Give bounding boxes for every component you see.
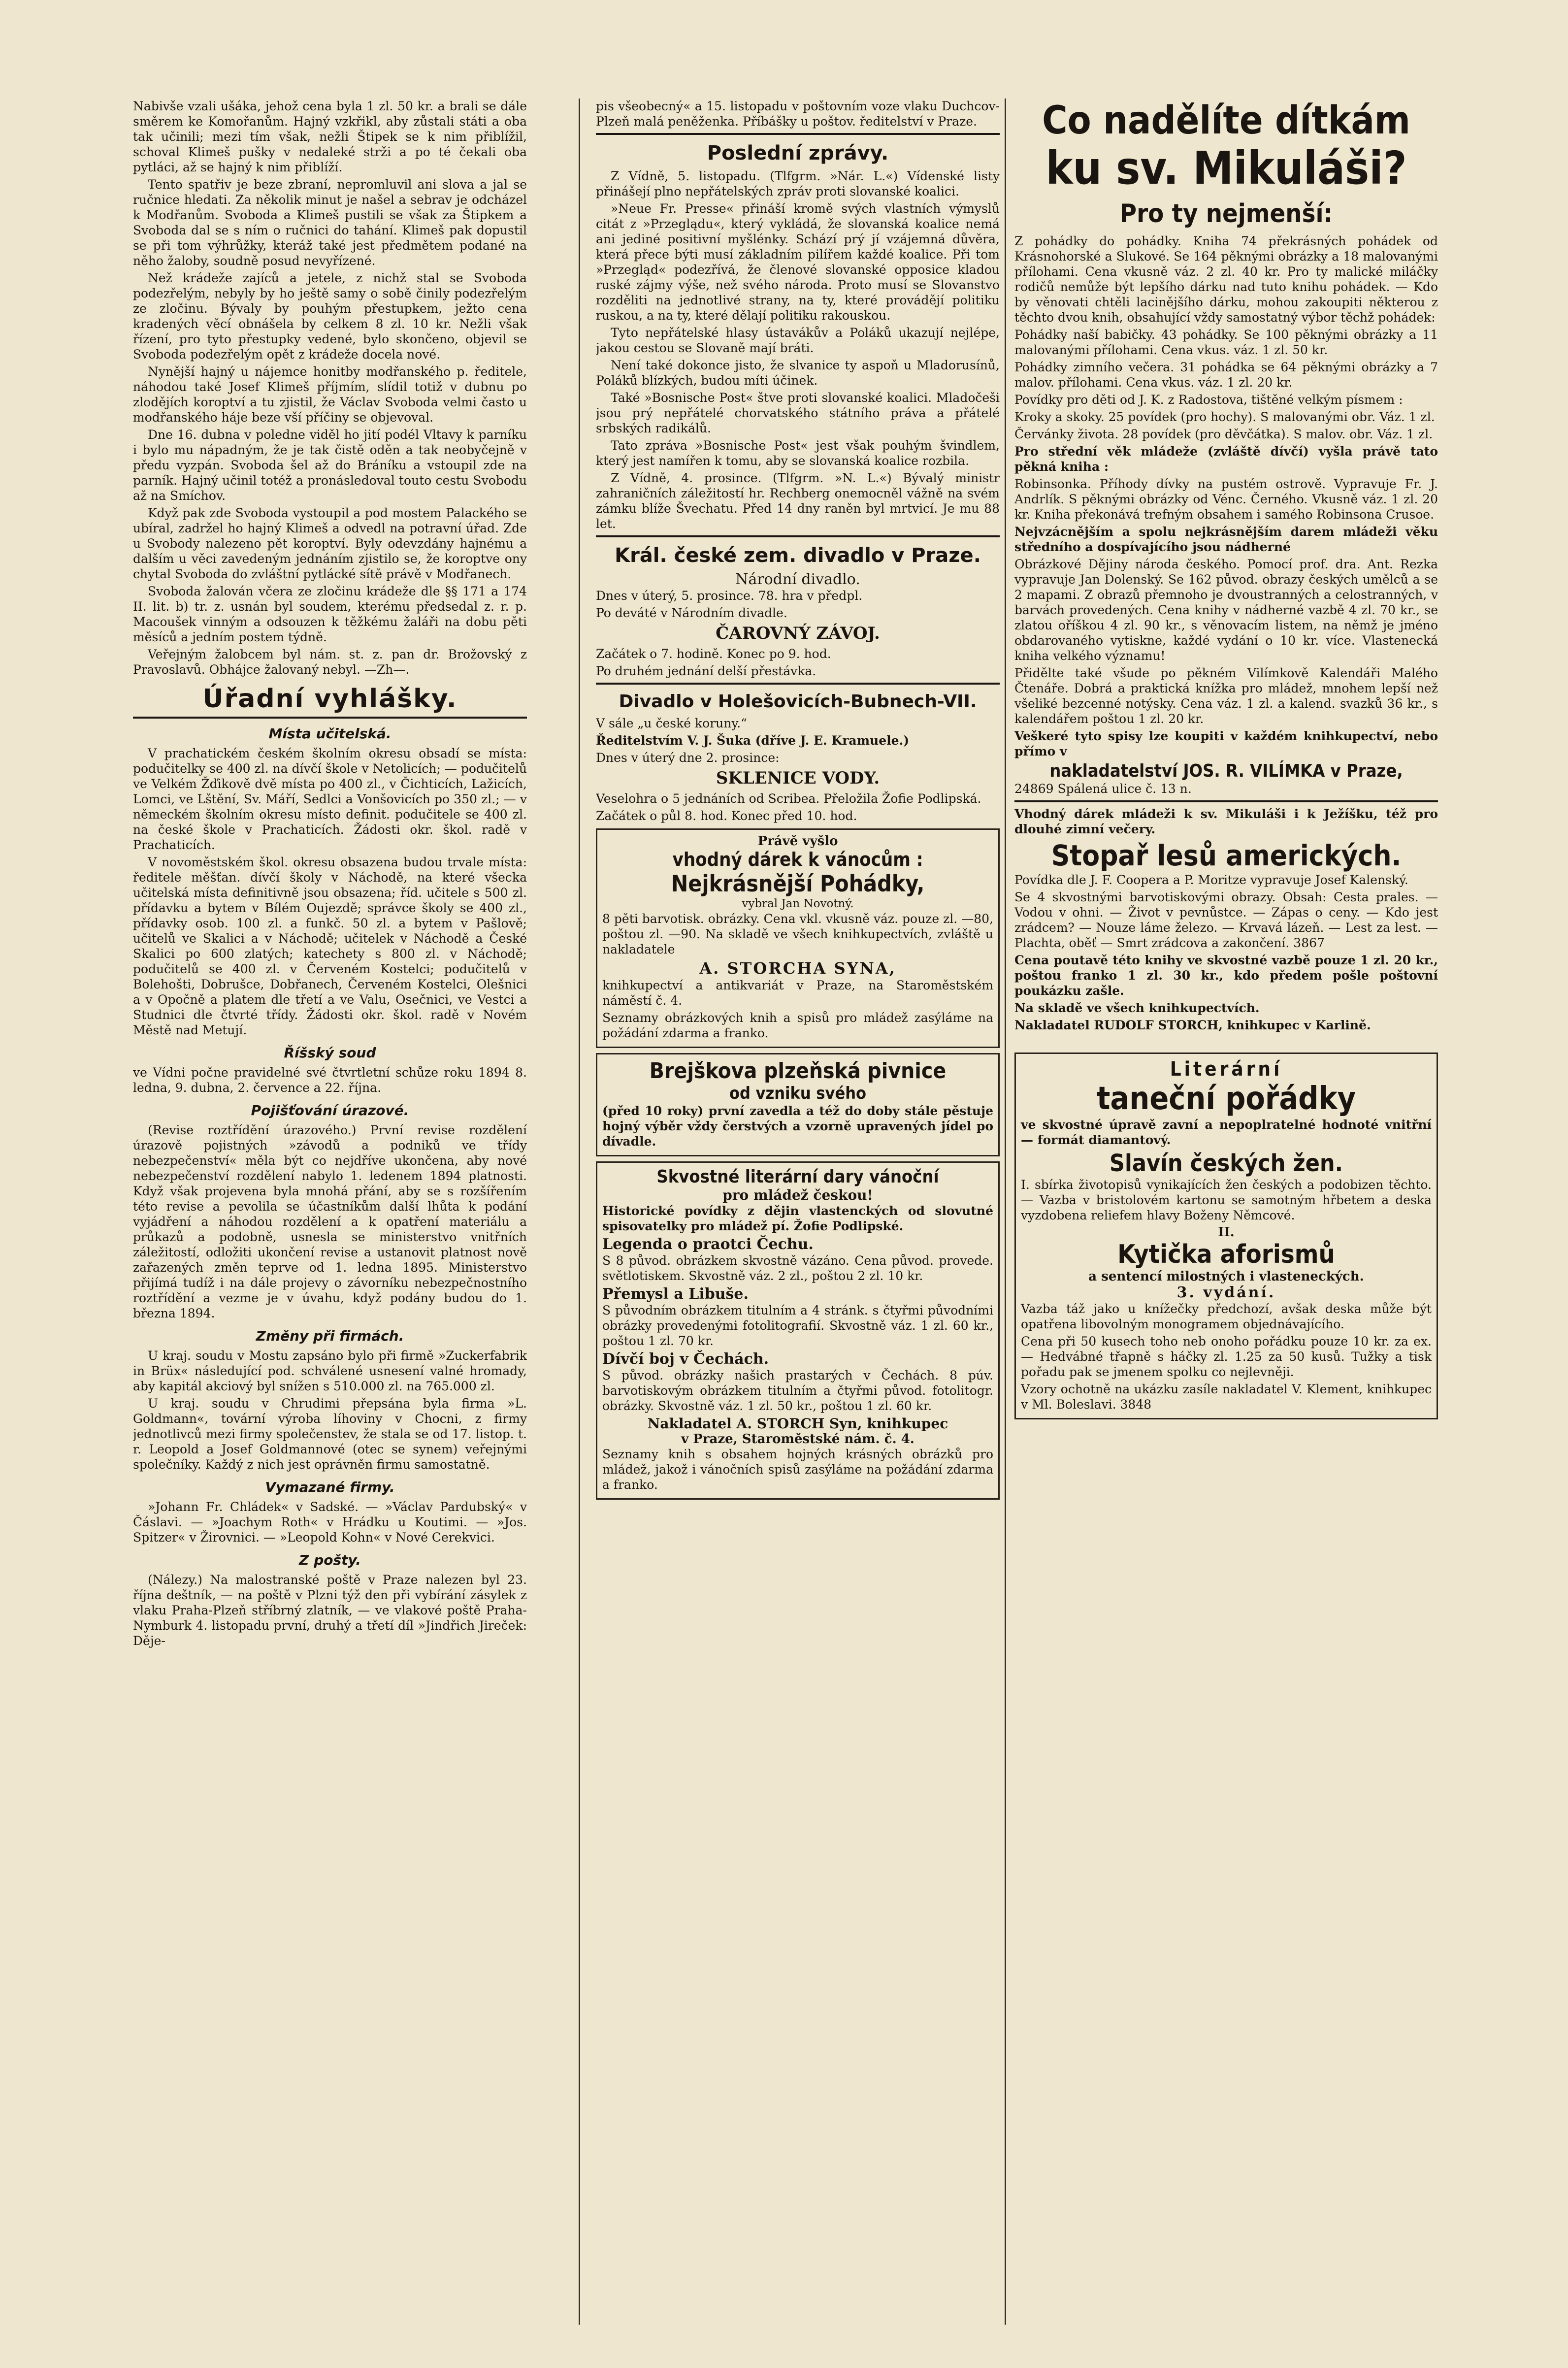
article-paragraph: V novoměstském škol. okresu obsazena budou trvale místa: ředitele měšťan. dívčí školy v Náchodě, na které všecka učitelská místa definitivně jsou obsazena; říd. učitele s 500 zl. přídavku a bytem v Bílém Oujezdě; správce školy se 400 zl., přídavky osob. 100 zl. a funkč. 50 zl. a bytem v Pašlově; učitelů ve Skalici a v Náchodě; učitelek v Náchodě a České Skalici po 600 zlatých; katechety s 800 zl. v Náchodě; podučitelů se 400 zl. v Červeném Kostelci; podučitelů v Bolehošti, Dobrušce, Dobřanech, Červeném Kostelci, Olešnici a v Opočně a platem dle třetí a ve Valu, Osečnici, ve Vestci a Studnici dle čtvrté třídy. Žádosti okr. škol. radě v Novém Městě nad Metují.: [133, 855, 527, 1037]
subsection-title: Vymazané firmy.: [265, 1479, 395, 1495]
article-paragraph: (Revise roztřídění úrazového.) První revise rozdělení úrazově pojistných »závodů a podniků ve třídy nebezpečenství« měla být co nejdříve ukončena, aby nové nebezpečenství rozdělení nabylo 1. ledenem 1894 platnosti. Když však projevena byla mnohá přání, aby se s rozšířením této revise a pevolila se účastníkům další lhůta k podání vyjádření a náhodou rozdělení a k opatření materiálu a průkazů a podobně, usnesla se ministerstvo vnitřních záležitostí, odložiti ukončení revise a ustanovit platnost nově zařazených změn teprve od 1. ledna 1895. Ministerstvo přijímá tudíž i na dále projevy o závorníku nebezpečnostního roztřídění a vezme je v úvahu, když podány budou do 1. března 1894.: [133, 1123, 527, 1320]
column-rule-2: [1005, 99, 1006, 2325]
ad-title: vhodný dárek k vánocům :: [672, 849, 923, 870]
theatre-heading: Divadlo v Holešovicích-Bubnech-VII.: [619, 691, 977, 712]
theatre-line: Ředitelstvím V. J. Šuka (dříve J. E. Kramuele.): [596, 733, 910, 748]
ad-edition: 3. vydání.: [1176, 1284, 1276, 1301]
article-paragraph: Dne 16. dubna v poledne viděl ho jití podél Vltavy k parníku i bylo mu nápadným, že je tak čistě oděn a tak neobyčejně v předu vyzpán. Svoboda šel až do Bráníku a vstoupil zde na parník. Hajný učinil totéž a pronásledoval touto cestu Svobodu až na Smíchov.: [133, 428, 527, 503]
ad-headline: taneční pořádky: [1096, 1081, 1356, 1117]
column-rule-1: [579, 99, 580, 2325]
ad-publisher: Nakladatel A. STORCH Syn, knihkupec: [647, 1415, 948, 1432]
divider: [596, 683, 1000, 685]
article-paragraph: Než krádeže zajíců a jetele, z nichž stal se Svoboda podezřelým, nebyly by ho ještě samy o sobě činily podezřelým ze zločinu. Bývaly by pouhým přestupkem, ježto cena kradených věcí obnášela by celkem 8 zl. 10 kr. Nežli však řízení, pro tyto přestupky vedené, bylo skončeno, objevil se Svoboda podezřelým opět z krádeže docela nové.: [133, 271, 527, 362]
article-paragraph: »Johann Fr. Chládek« v Sadské. — »Václav Pardubský« v Čáslavi. — »Joachym Roth« v Hrádku u Koutimi. — »Jos. Spitzer« v Žirovnici. — »Leopold Kohn« v Nové Cerekvici.: [133, 1500, 527, 1545]
ad-book-title: Přemysl a Libuše.: [602, 1285, 749, 1303]
divider: [596, 535, 1000, 537]
ad-text: (před 10 roky) první zavedla a též do doby stále pěstuje hojný výběr vždy čerstvých a vzorně upravených jídel po dívadle.: [602, 1104, 993, 1149]
ad-headline: Co nadělíte dítkám: [1042, 99, 1410, 143]
ad-text: Červánky života. 28 povídek (pro děvčátka). S malov. obr. Váz. 1 zl.: [1014, 427, 1433, 441]
ad-headline: Slavín českých žen.: [1109, 1150, 1343, 1177]
subsection-title: Říšský soud: [284, 1045, 376, 1061]
article-paragraph: Nynější hajný u nájemce honitby modřanského p. ředitele, náhodou také Josef Klimeš příjmím, slídil totiž v dubnu po zlodějích koroptví a tu zjistil, že Václav Svoboda velmi často u modřanského háje beze vší příčiny se objevoval.: [133, 364, 527, 425]
ad-text: Cena poutavě této knihy ve skvostné vazbě pouze 1 zl. 20 kr., poštou franko 1 zl. 30 kr., kdo předem pošle poštovní poukázku zašle.: [1014, 953, 1438, 998]
ad-text: Přidělte také všude po pěkném Vilímkově Kalendáři Malého Čtenáře. Dobrá a praktická knížka pro mládež, mnohem lepší než všeliké bezcenné notýsky. Cena váz. 1 zl. a kalend. svazků 36 kr., s kalendářem poštou 1 zl. 20 kr.: [1014, 666, 1438, 726]
ad-text: Pohádky zimního večera. 31 pohádka se 64 pěknými obrázky a 7 malov. přílohami. Cena vkus. váz. 1 zl. 20 kr.: [1014, 360, 1438, 390]
theatre-line: V sále „u české koruny.“: [596, 716, 747, 730]
ad-text: Nejvzácnějším a spolu nejkrásnějším darem mládeži věku středního a dospívajícího jsou nádherné: [1014, 525, 1438, 554]
ad-kicker: Právě vyšlo: [757, 834, 838, 849]
news-paragraph: Tato zpráva »Bosnische Post« jest však pouhým švindlem, který jest namířen k tomu, aby se slovanská koalice rozbila.: [596, 438, 1000, 468]
ad-text: ve skvostné úpravě zavní a nepoplratelné hodnoté vnitřní — formát diamantový.: [1021, 1118, 1432, 1147]
ad-text: Robinsonka. Příhody dívky na pustém ostrově. Vypravuje Fr. J. Andrlík. S pěknými obrázky od Vénc. Černého. Vkusně váz. 1 zl. 20 kr. Kniha překonává trefným obsahem i samého Robinsona Crusoe.: [1014, 477, 1438, 522]
article-paragraph: Veřejným žalobcem byl nám. st. z. pan dr. Brožovský z Pravoslavů. Obhájce žalovaný nebyl. —Zh—.: [133, 647, 527, 677]
article-paragraph: pis všeobecný« a 15. listopadu v poštovním voze vlaku Duchcov-Plzeň malá peněženka. Příbášky u poštov. ředitelství v Praze.: [596, 99, 1000, 129]
ad-text: S 8 původ. obrázkem skvostně vázáno. Cena původ. provede. světlotiskem. Skvostně váz. 2 zl., poštou 2 zl. 10 kr.: [602, 1253, 993, 1283]
ad-publisher: v Praze, Staroměstské nám. č. 4.: [681, 1432, 915, 1447]
ad-subtitle: pro mládež českou!: [722, 1187, 873, 1203]
news-paragraph: Tyto nepřátelské hlasy ústavákův a Poláků ukazují nejlépe, jakou cestou se Slovaně mají bráti.: [596, 326, 1000, 355]
column-right: [1014, 99, 1438, 2325]
news-paragraph: Z Vídně, 4. prosince. (Tlfgrm. »N. L.«) Bývalý ministr zahraničních záležitostí hr. Rechberg onemocněl vážně na svém zámku blíže Švechatu. Před 14 dny raněn byl mrtvicí. Je mu 88 let.: [596, 471, 1000, 531]
ad-text: 24869 Spálená ulice č. 13 n.: [1014, 782, 1192, 796]
ad-text: Seznamy knih s obsahem hojných krásných obrázků pro mládež, jakož i vánočních spisů zasýláme na požádání zdarma a franko.: [602, 1447, 993, 1492]
ad-subtitle: a sentencí milostných i vlasteneckých.: [1088, 1269, 1364, 1284]
ad-publisher: Nakladatel RUDOLF STORCH, knihkupec v Karlině.: [1014, 1018, 1371, 1032]
news-paragraph: »Neue Fr. Presse« přináší kromě svých vlastních výmyslů citát z »Przeglądu«, který vykládá, že slovanská koalice nemá ani jediné positivní myšlénky. Schází prý jí vzájemná důvěra, která přece býti musí základním pilířem každé koalice. Při tom »Przegląd« podezřívá, že členové slovanské opposice kladou ruské zájmy výše, než svého národa. Proto musí se Slovanstvo rozděliti na jednotlivé strany, na ty, které provádějí politiku ruskou, a na ty, které dělají politiku rakouskou.: [596, 201, 1000, 323]
article-paragraph: Když pak zde Svoboda vystoupil a pod mostem Palackého se ubíral, zadržel ho hajný Klimeš a odvedl na potravní úřad. Zde u Svobody nalezeno pět koroptví. Byly odevzdány hajnému a dalším u věci zavedeným jednáním zjistilo se, že koroptve ony chytal Svoboda do zvláštní pytlácké sítě právě v Modřanech.: [133, 506, 527, 581]
section-title-official: Úřadní vyhlášky.: [133, 684, 527, 719]
article-paragraph: Svoboda žalován včera ze zločinu krádeže dle §§ 171 a 174 II. lit. b) tr. z. usnán byl soudem, kterému předsedal z. r. p. Macoušek vinným a odsouzen k těžkému žaláři na dobu pěti měsíců a jedním postem týdně.: [133, 584, 527, 644]
article-paragraph: U kraj. soudu v Chrudimi přepsána byla firma »L. Goldmann«, tovární výroba líhoviny v Chocni, z firmy jednotlivců mezi firmy společenstev, že stala se od 17. listop. t. r. Leopold a Josef Goldmannové (otec se synem) veřejnými společníky. Každý z nich jest oprávněn firmu samostatně.: [133, 1396, 527, 1472]
divider: [596, 133, 1000, 135]
ad-subheadline: Pro ty nejmenší:: [1119, 199, 1333, 229]
theatre-line: Veselohra o 5 jednáních od Scribea. Přeložila Žofie Podlipská.: [596, 791, 981, 806]
theatre-heading: Král. české zem. divadlo v Praze.: [615, 544, 981, 567]
ad-text: Na skladě ve všech knihkupectvích.: [1014, 1001, 1260, 1015]
ad-dance-cards: [1014, 1052, 1438, 1419]
ad-title: Brejškova plzeňská pivnice: [649, 1058, 947, 1084]
play-title: SKLENICE VODY.: [716, 768, 880, 788]
ad-title: Skvostné literární dary vánoční: [656, 1167, 939, 1187]
ad-book-title: Legenda o praotci Čechu.: [602, 1236, 814, 1253]
theatre-line: Dnes v úterý dne 2. prosince:: [596, 751, 780, 765]
subsection-title: Pojišťování úrazové.: [251, 1102, 409, 1118]
article-paragraph: (Nálezy.) Na malostranské poště v Praze nalezen byl 23. října deštník, — na poště v Plzni týž den při vybírání zásylek z vlaku Praha-Plzeň stříbrný zlatník, — ve vlakové poště Praha-Nymburk 4. listopadu první, druhý a třetí díl »Jindřich Jireček: Děje-: [133, 1573, 527, 1648]
ad-text: Seznamy obrázkových knih a spisů pro mládež zasýláme na požádání zdarma a franko.: [602, 1011, 993, 1040]
ad-text: Kroky a skoky. 25 povídek (pro hochy). S malovanými obr. Váz. 1 zl.: [1014, 410, 1435, 424]
theatre-line: Začátek o půl 8. hod. Konec před 10. hod.: [596, 809, 857, 823]
ad-storch-fairytales: [596, 828, 1000, 1048]
ad-text: Vzory ochotně na ukázku zasíle nakladatel V. Klement, knihkupec v Ml. Boleslavi. 3848: [1021, 1382, 1432, 1412]
ad-text: Historické povídky z dějin vlastenckých od slovutné spisovatelky pro mládež pí. Žofie Podlipské.: [602, 1204, 993, 1233]
ad-text: Veškeré tyto spisy lze koupiti v každém knihkupectví, nebo přímo v: [1014, 729, 1438, 758]
theatre-line: Po druhém jednání delší přestávka.: [596, 664, 817, 678]
ad-text: Z pohádky do pohádky. Kniha 74 překrásných pohádek od Krásnohorské a Slukové. Se 164 pěknými obrázky a 18 malovanými přílohami. Cena vkusně váz. 2 zl. 40 kr. Pro ty malické miláčky rodičů nemůže být lepšího dárku nad tuto knihu pohádek. — Kdo by věnovati chtěli lacinějšího dárku, mohou zakoupiti některou z těchto dvou knih, obsahující vždy samostatný výbor těchž pohádek:: [1014, 234, 1438, 325]
ad-text: Vhodný dárek mládeži k sv. Mikuláši i k Ježíšku, též pro dlouhé zimní večery.: [1014, 807, 1438, 836]
ad-storch-stories: [596, 1161, 1000, 1500]
ad-text: 8 pěti barvotisk. obrázky. Cena vkl. vkusně váz. pouze zl. —80, poštou zl. —90. Na skladě ve všech knihkupectvích, zvláště u nakladatele: [602, 912, 993, 956]
play-title: ČAROVNÝ ZÁVOJ.: [716, 624, 880, 643]
ad-book-title: Dívčí boj v Čechách.: [602, 1350, 769, 1368]
article-paragraph: Tento spatřiv je beze zbraní, nepromluvil ani slova a jal se ručnice hledati. Za několik minut je našel a sebrav je odcházel k Modřanům. Svoboda a Klimeš pustili se však za Štipkem a Svoboda dal se s ním o ručnici do tahání. Klimeš pak dopustil se při tom výhrůžky, kteráž také jest předmětem podané na něho žaloby, soudně posud nevyřízené.: [133, 177, 527, 268]
subsection-title: Místa učitelská.: [268, 725, 392, 742]
ad-text: S původ. obrázky našich prastarých v Čechách. 8 púv. barvotiskovým obrázkem titulním a čtyřmi původ. fotolitogr. obrázky. Skvostně váz. 1 zl. 50 kr., poštou 1 zl. 60 kr.: [602, 1368, 993, 1413]
ad-publisher: A. STORCHA SYNA,: [699, 959, 896, 978]
ad-text: Se 4 skvostnými barvotiskovými obrazy. Obsah: Cesta prales. — Vodou v ohni. — Život v pevnůstce. — Zápas o ceny. — Kdo jest zrádcem? — Nouze láme železo. — Krvavá lázeň. — Lest za lest. — Plachta, oběť — Smrt zrádcova a zakončení. 3867: [1014, 890, 1438, 950]
ad-headline: ku sv. Mikuláši?: [1045, 142, 1407, 195]
ad-text: Obrázkové Dějiny národa českého. Pomocí prof. dra. Ant. Rezka vypravuje Jan Dolenský. Se 162 původ. obrazy českých umělců a se 2 mapami. Z obrazů přemnoho je dvoustranných a celostranných, v barvách provedených. Cena knihy v nádherné vazbě 4 zl. 70 kr., se zlatou oříškou 4 zl. 90 kr., s věnovacím listem, na němž je jméno obdarovaného vytiskne, každé vydání o 10 kr. více. Vlastenecká kniha velkého významu!: [1014, 557, 1438, 663]
ad-text: Vazba táž jako u knížečky předchozí, avšak deska může být opatřena libovolným monogramem objednávajícího.: [1021, 1302, 1432, 1331]
article-paragraph: ve Vídni počne pravidelné své čtvrtletní schůze roku 1894 8. ledna, 9. dubna, 2. července a 22. října.: [133, 1065, 527, 1095]
ad-author: vybral Jan Novotný.: [742, 897, 854, 910]
ad-text: knihkupectví a antikvariát v Praze, na Staroměstském náměstí č. 4.: [602, 978, 993, 1008]
news-paragraph: Z Vídně, 5. listopadu. (Tlfgrm. »Nár. L.«) Vídenské listy přinášejí plno nepřátelských zpráv proti slovanské koalici.: [596, 169, 1000, 198]
divider: [1014, 800, 1438, 802]
ad-text: Pro střední věk mládeže (zvláště dívčí) vyšla právě tato pěkná kniha :: [1014, 444, 1438, 474]
ad-headline: Kytička aforismů: [1117, 1240, 1335, 1269]
ad-text: I. sbírka životopisů vynikajících žen českých a podobizen těchto. — Vazba v bristolovém kartonu se samotným hřbetem a deska vyzdobena reliefem hlavy Boženy Němcové.: [1021, 1178, 1432, 1222]
ad-brejska-pub: [596, 1053, 1000, 1156]
article-paragraph: V prachatickém českém školním okresu obsadí se místa: podučitelky se 400 zl. na dívčí škole v Netolicích; — podučitelů ve Velkém Žďikově dvě místa po 400 zl., v Čichticích, Lažicích, Lomci, ve Lštění, Sv. Máří, Sedlci a Vonšovicích po 350 zl.; — v německém školním okresu místo definit. podučitele se 400 zl. na české škole v Prachaticích. Žádosti okr. škol. radě v Prachaticích.: [133, 746, 527, 852]
ad-subtitle: od vzniku svého: [729, 1084, 866, 1103]
ad-text: Pohádky naší babičky. 43 pohádky. Se 100 pěknými obrázky a 11 malovanými přílohami. Cena vkus. váz. 1 zl. 50 kr.: [1014, 328, 1438, 357]
theatre-line: Dnes v úterý, 5. prosince. 78. hra v předpl.: [596, 589, 863, 603]
ad-text: S původním obrázkem titulním a 4 stránk. s čtyřmi původními obrázky provedenými fotolitografií. Skvostně váz. 1 zl. 60 kr., poštou 1 zl. 70 kr.: [602, 1303, 993, 1348]
article-paragraph: Nabivše vzali ušáka, jehož cena byla 1 zl. 50 kr. a brali se dále směrem ke Komořanům. Hajný vzkřikl, aby zůstali státi a oba tak učinili; mezi tím však, nežli Štipek se k nim přiblížil, schoval Klimeš pušky v nedaleké strži a po té čekali oba pytláci, až se hajný k nim přiblíží.: [133, 99, 527, 174]
theatre-line: Začátek o 7. hodině. Konec po 9. hod.: [596, 647, 831, 661]
theatre-line: Po deváté v Národním divadle.: [596, 606, 787, 620]
column-left: [133, 99, 527, 2325]
news-paragraph: Není také dokonce jisto, že slvanice ty aspoň u Mladorusínů, Poláků blízkých, budou míti účinek.: [596, 358, 1000, 388]
subsection-title: Změny při firmách.: [256, 1328, 404, 1344]
subsection-title: Z pošty.: [299, 1552, 361, 1568]
theatre-subheading: Národní divadlo.: [735, 571, 860, 588]
ad-text: Povídky pro děti od J. K. z Radostova, tištěné velkým písmem :: [1014, 393, 1403, 407]
ad-title: Nejkrásnější Pohádky,: [671, 870, 925, 897]
ad-kicker: Literární: [1170, 1058, 1283, 1081]
ad-text: Cena při 50 kusech toho neb onoho pořádku pouze 10 kr. za ex. — Hedvábné třapně s háčky zl. 1.25 za 50 kusů. Tužky a tisk pořadu pak se jmenem spolku co nejlevněji.: [1021, 1334, 1432, 1379]
news-paragraph: Také »Bosnische Post« štve proti slovanské koalici. Mladočeši jsou prý nepřátelé chorvatského státního práva a přátelé srbských radikálů.: [596, 391, 1000, 435]
ad-numeral: II.: [1218, 1225, 1235, 1240]
ad-text: Povídka dle J. F. Coopera a P. Moritze vypravuje Josef Kalenský.: [1014, 873, 1408, 887]
section-title-news: Poslední zprávy.: [707, 142, 889, 164]
ad-publisher: nakladatelství JOS. R. VILÍMKA v Praze,: [1049, 761, 1403, 781]
article-paragraph: U kraj. soudu v Mostu zapsáno bylo při firmě »Zuckerfabrik in Brüx« následující pod. schválené usnesení valné hromady, aby kapitál akciový byl snížen s 510.000 zl. na 765.000 zl.: [133, 1348, 527, 1393]
ad-headline: Stopař lesů amerických.: [1051, 839, 1402, 872]
column-middle: [596, 99, 1000, 2325]
